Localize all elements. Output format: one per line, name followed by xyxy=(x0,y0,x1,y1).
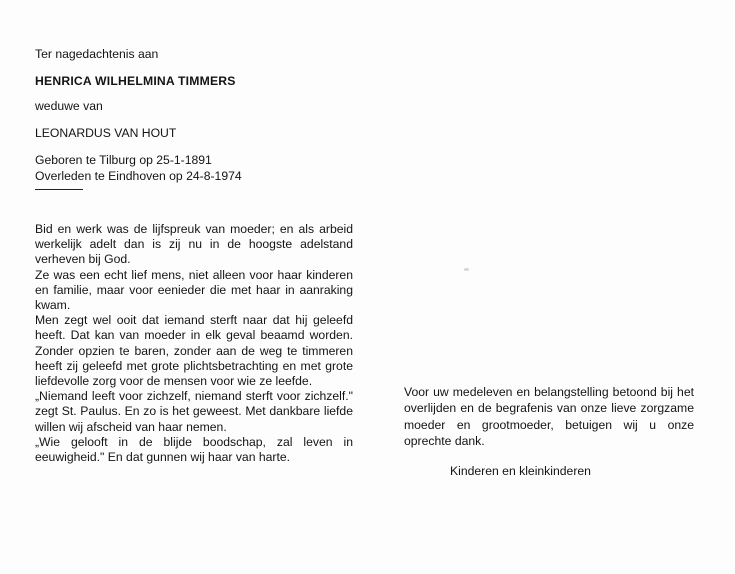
birth-line: Geboren te Tilburg op 25-1-1891 xyxy=(35,153,212,167)
paragraph: Bid en werk was de lijfspreuk van moeder; en als arbeid werkelijk adelt dan is zij nu in de hoogste adelstand verheven bij God. xyxy=(35,222,353,267)
right-panel xyxy=(404,384,704,478)
memorial-text xyxy=(35,222,353,465)
widow-of-label: weduwe van xyxy=(35,99,103,113)
death-line: Overleden te Eindhoven op 24-8-1974 xyxy=(35,169,242,183)
paragraph: Men zegt wel ooit dat iemand sterft naar dat hij geleefd heeft. Dat kan van moeder in elk geval beaamd worden. Zonder opzien te baren, zonder aan de weg te timmeren heeft zij geleefd met grote plichtsbetrachting en met grote liefdevolle zorg voor de mensen voor wie ze leefde. xyxy=(35,313,353,389)
paragraph: „Niemand leeft voor zichzelf, niemand sterft voor zichzelf." zegt St. Paulus. En zo is het geweest. Met dankbare liefde willen wij afscheid van haar nemen. xyxy=(35,389,353,434)
divider-line xyxy=(35,189,83,190)
husband-name: LEONARDUS VAN HOUT xyxy=(35,126,177,140)
memorial-intro: Ter nagedachtenis aan xyxy=(35,47,159,61)
thanks-text: Voor uw medeleven en belangstelling betoond bij het overlijden en de begrafenis van onze lieve zorgzame moeder en grootmoeder, betuigen wij u onze oprechte dank. xyxy=(404,385,694,449)
signature-line: Kinderen en kleinkinderen xyxy=(450,463,591,478)
paragraph: Ze was een echt lief mens, niet alleen voor haar kinderen en familie, maar voor eenieder die met haar in aanraking kwam. xyxy=(35,267,353,313)
left-panel xyxy=(35,46,353,465)
paragraph: „Wie gelooft in de blijde boodschap, zal leven in eeuwigheid." En dat gunnen wij haar van harte. xyxy=(35,434,353,465)
paper-speck xyxy=(464,268,469,271)
deceased-name: HENRICA WILHELMINA TIMMERS xyxy=(35,74,236,88)
